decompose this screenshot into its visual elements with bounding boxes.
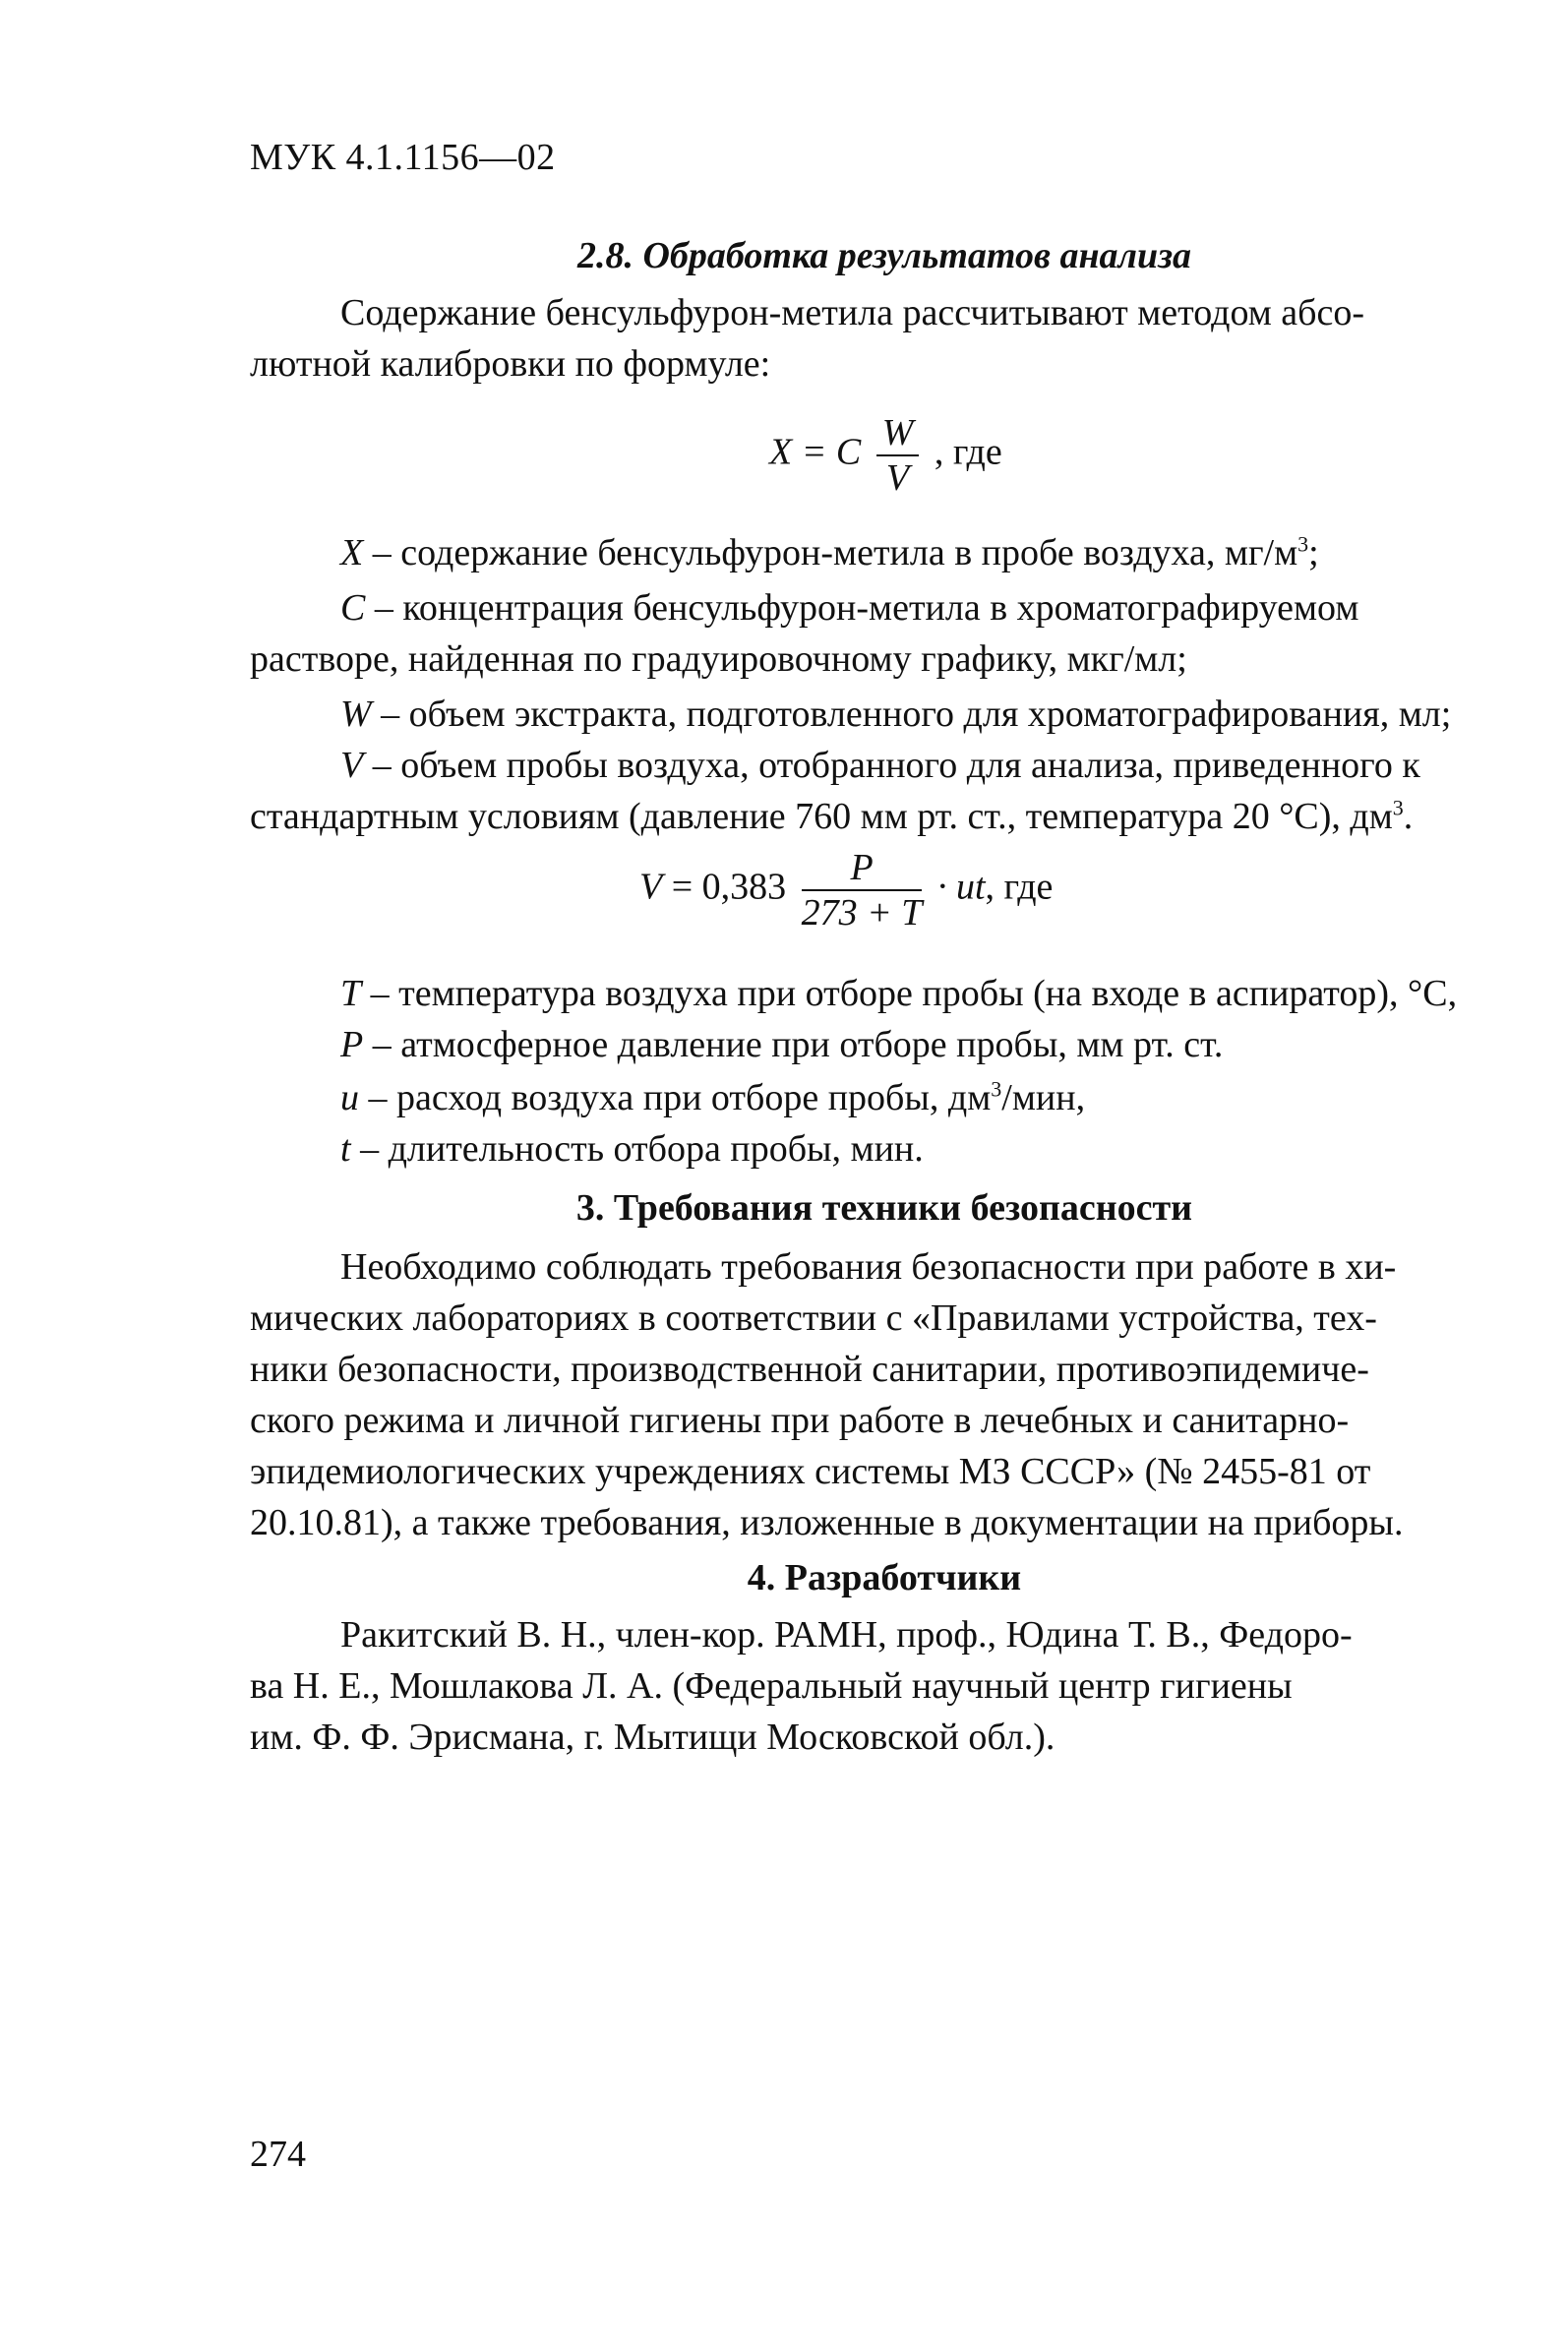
section-3-line-2: мических лабораториях в соответствии с «Правилами устройства, тех-	[250, 1297, 1377, 1339]
formula-v-suffix: , где	[985, 866, 1054, 908]
definition-v-line-1	[250, 740, 1519, 791]
section-2-8-intro	[250, 287, 1519, 390]
formula-v-eq: = 0,383	[662, 866, 787, 908]
definition-p	[250, 1019, 1519, 1070]
section-3-line-6: 20.10.81), а также требования, изложенные в документации на приборы.	[250, 1502, 1404, 1543]
formula-x-numerator: W	[876, 413, 920, 456]
definition-v	[250, 740, 1519, 842]
section-3-line-4: ского режима и личной гигиены при работе в лечебных и санитарно-	[250, 1400, 1350, 1441]
definition-u-sup: 3	[991, 1076, 1002, 1102]
definition-w-symbol: W	[340, 693, 372, 735]
definition-u-text: – расход воздуха при отборе пробы, дм	[359, 1077, 992, 1118]
definition-c-symbol: C	[340, 587, 366, 629]
definition-x	[250, 527, 1519, 578]
section-3-line-3: ники безопасности, производственной санитарии, противоэпидемиче-	[250, 1349, 1369, 1390]
definition-v-symbol: V	[340, 745, 364, 786]
section-4-line-3: им. Ф. Ф. Эрисмана, г. Мытищи Московской обл.).	[250, 1717, 1055, 1758]
section-4-body	[250, 1609, 1519, 1763]
section-4-line-2: ва Н. Е., Мошлакова Л. А. (Федеральный научный центр гигиены	[250, 1665, 1293, 1707]
intro-line-1: Содержание бенсульфурон-метила рассчитывают методом абсо-	[340, 292, 1365, 333]
definition-v-line-2	[250, 791, 1519, 842]
definition-c-text-1: – концентрация бенсульфурон-метила в хроматографируемом	[365, 587, 1359, 629]
intro-line-2: лютной калибровки по формуле:	[250, 343, 771, 385]
section-3-body	[250, 1241, 1519, 1548]
formula-v-mult: · ut	[936, 866, 986, 908]
definition-p-text: – атмосферное давление при отборе пробы, мм рт. ст.	[363, 1024, 1224, 1065]
definition-p-symbol: P	[340, 1024, 364, 1065]
definition-t-temperature-text: – температура воздуха при отборе пробы (на входе в аспиратор), °С,	[361, 973, 1458, 1014]
definition-x-sup: 3	[1297, 531, 1309, 557]
section-3-title: 3. Требования техники безопасности	[575, 1187, 1193, 1229]
definition-t-time	[250, 1123, 1519, 1175]
definition-x-text: – содержание бенсульфурон-метила в пробе воздуха, мг/м	[363, 532, 1298, 573]
definition-t-temperature	[250, 968, 1519, 1019]
formula-x-suffix: , где	[934, 431, 1002, 473]
page-number: 274	[250, 2134, 306, 2175]
definition-x-tail: ;	[1308, 532, 1319, 573]
formula-x-fraction	[876, 413, 920, 498]
section-3-line-5: эпидемиологических учреждениях системы МЗ СССР» (№ 2455-81 от	[250, 1451, 1371, 1492]
definition-t-time-text: – длительность отбора пробы, мин.	[350, 1128, 924, 1170]
definition-x-symbol: X	[340, 532, 364, 573]
formula-x	[769, 413, 1002, 498]
definition-c-line-1	[250, 582, 1519, 633]
definition-v-sup: 3	[1392, 795, 1404, 820]
section-3-line-1: Необходимо соблюдать требования безопасности при работе в хи-	[340, 1246, 1397, 1288]
definition-t-temperature-symbol: T	[340, 973, 362, 1014]
definition-t-time-symbol: t	[340, 1128, 351, 1170]
formula-x-denominator: V	[885, 457, 910, 499]
formula-v	[639, 848, 1053, 933]
formula-x-lhs: X = C	[769, 431, 862, 473]
section-4-title: 4. Разработчики	[747, 1557, 1022, 1598]
definition-v-tail: .	[1403, 796, 1414, 837]
definition-v-text-1: – объем пробы воздуха, отобранного для анализа, приведенного к	[363, 745, 1420, 786]
formula-v-denominator: 273 + T	[801, 892, 923, 934]
definition-c-text-2: растворе, найденная по градуировочному графику, мкг/мл;	[250, 638, 1187, 680]
formula-v-lhs: V	[639, 866, 663, 908]
definition-w	[250, 689, 1519, 740]
definition-w-text: – объем экстракта, подготовленного для хроматографирования, мл;	[371, 693, 1452, 735]
document-code-header: МУК 4.1.1156—02	[250, 137, 556, 178]
section-2-8-title: 2.8. Обработка результатов анализа	[576, 235, 1192, 276]
definition-c	[250, 582, 1519, 685]
definition-u	[250, 1072, 1519, 1123]
definition-u-tail: /мин,	[1001, 1077, 1086, 1118]
formula-v-fraction	[802, 848, 923, 933]
definition-u-symbol: u	[340, 1077, 359, 1118]
formula-v-numerator: P	[802, 848, 923, 891]
definition-v-text-2: стандартным условиям (давление 760 мм рт. ст., температура 20 °С), дм	[250, 796, 1393, 837]
section-4-line-1: Ракитский В. Н., член-кор. РАМН, проф., Юдина Т. В., Федоро-	[340, 1614, 1353, 1656]
